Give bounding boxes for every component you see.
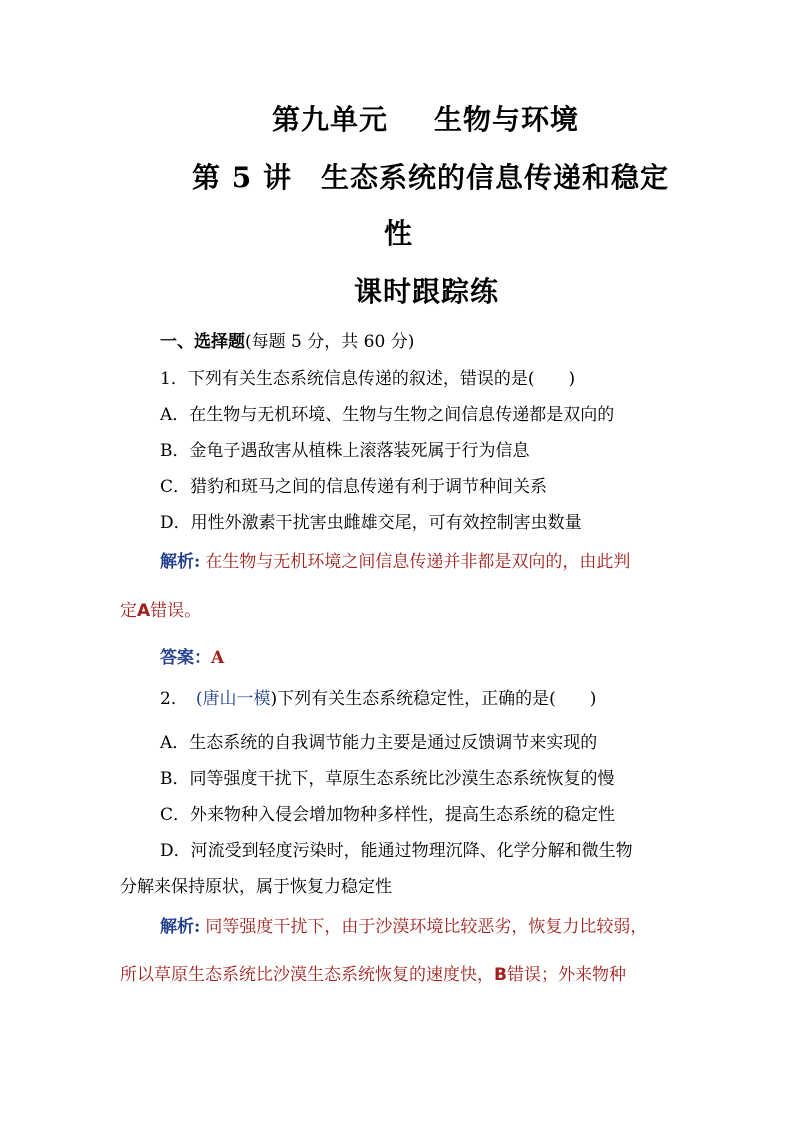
- lecture-title-continued: 性: [384, 217, 414, 250]
- question-2-option-d-cont: 分解来保持原状，属于恢复力稳定性: [120, 877, 392, 897]
- question-1-analysis: [160, 547, 630, 572]
- section-heading: [160, 327, 414, 352]
- question-1-option-a: A．在生物与无机环境、生物与生物之间信息传递都是双向的: [160, 405, 615, 425]
- lecture-title: 第 5 讲 生态系统的信息传递和稳定: [192, 161, 669, 194]
- question-2-analysis: [160, 912, 647, 937]
- unit-title: [272, 98, 579, 138]
- question-2-analysis-cont: 所以草原生态系统比沙漠生态系统恢复的速度快，B错误；外来物种: [120, 965, 626, 985]
- question-1-option-c: C．猎豹和斑马之间的信息传递有利于调节种间关系: [160, 477, 548, 497]
- question-1-option-b: B．金龟子遇敌害从植株上滚落装死属于行为信息: [160, 441, 530, 461]
- page-subtitle: 课时跟踪练: [354, 275, 500, 308]
- question-2-option-c: C．外来物种入侵会增加物种多样性，提高生态系统的稳定性: [160, 805, 616, 825]
- section-heading-label: 一、选择题: [160, 332, 245, 352]
- answer-value: A: [211, 648, 225, 668]
- question-2-option-d: D．河流受到轻度污染时，能通过物理沉降、化学分解和微生物: [160, 841, 633, 861]
- answer-letter-ref: A: [137, 601, 151, 621]
- section-heading-note: (每题 5 分，共 60 分): [245, 332, 415, 352]
- question-2-option-b: B．同等强度干扰下，草原生态系统比沙漠生态系统恢复的慢: [160, 769, 615, 789]
- question-1-answer: [160, 643, 224, 668]
- unit-topic: 生物与环境: [434, 103, 580, 136]
- analysis-text: 在生物与无机环境之间信息传递并非都是双向的，由此判: [205, 552, 631, 572]
- question-1-stem: 1．下列有关生态系统信息传递的叙述，错误的是( ): [160, 369, 576, 389]
- answer-letter-ref: B: [494, 965, 507, 985]
- question-1-analysis-cont: 定A错误。: [120, 601, 202, 621]
- answer-label: 答案：: [160, 648, 211, 668]
- question-source: (唐山一模: [195, 689, 271, 709]
- analysis-label: 解析:: [160, 552, 201, 572]
- question-1-option-d: D．用性外激素干扰害虫雌雄交尾，可有效控制害虫数量: [160, 513, 582, 533]
- analysis-label: 解析:: [160, 917, 201, 937]
- question-2-option-a: A．生态系统的自我调节能力主要是通过反馈调节来实现的: [160, 733, 598, 753]
- question-2-stem: 2． (唐山一模)下列有关生态系统稳定性，正确的是( ): [160, 689, 597, 709]
- analysis-text: 同等强度干扰下，由于沙漠环境比较恶劣，恢复力比较弱，: [205, 917, 648, 937]
- unit-label: 第九单元: [272, 103, 389, 136]
